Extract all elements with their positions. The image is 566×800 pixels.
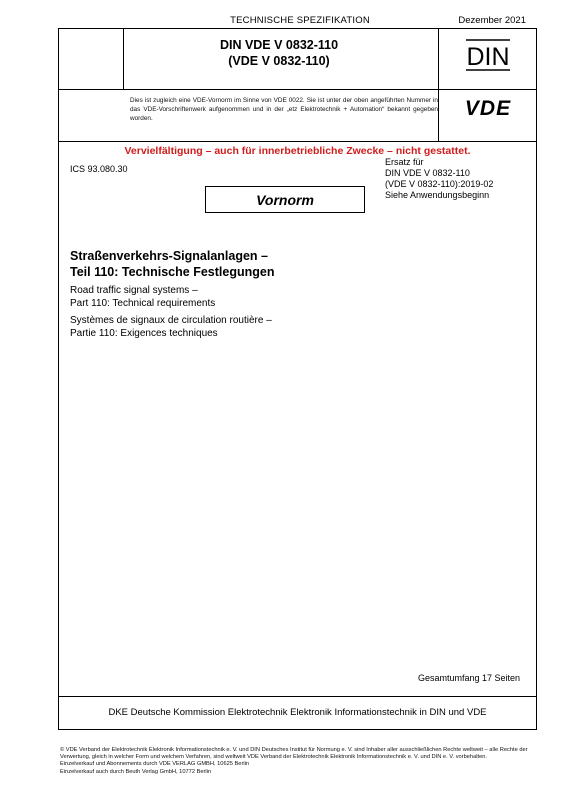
ics-code: ICS 93.080.30 bbox=[70, 164, 128, 174]
replacement-line: DIN VDE V 0832-110 bbox=[385, 168, 470, 178]
sales-info: Einzelverkauf auch durch Beuth Verlag GmbH, 10772 Berlin bbox=[60, 768, 212, 775]
total-pages: Gesamtumfang 17 Seiten bbox=[417, 673, 520, 683]
title-line: Part 110: Technical requirements bbox=[70, 298, 216, 309]
document-number-line: (VDE V 0832-110) bbox=[228, 54, 330, 68]
replacement-line: Siehe Anwendungsbeginn bbox=[385, 190, 490, 200]
status-label: Vornorm bbox=[256, 191, 314, 208]
frame-divider bbox=[59, 141, 536, 142]
vde-logo-text: VDE bbox=[464, 97, 512, 118]
din-logo-text: DIN bbox=[466, 43, 510, 71]
title-line: Road traffic signal systems – bbox=[70, 285, 198, 296]
committee-line: DKE Deutsche Kommission Elektrotechnik Elektronik Informationstechnik in DIN und VDE bbox=[108, 707, 487, 718]
document-number bbox=[122, 37, 436, 69]
frame-divider bbox=[438, 29, 439, 141]
document-number-line: DIN VDE V 0832-110 bbox=[219, 38, 339, 52]
replacement-info bbox=[385, 157, 493, 201]
status-badge bbox=[205, 186, 365, 213]
title-line: Straßenverkehrs-Signalanlagen – bbox=[70, 249, 268, 263]
sales-info: Einzelverkauf und Abonnements durch VDE VERLAG GMBH, 10625 Berlin bbox=[60, 761, 250, 768]
frame-divider bbox=[59, 696, 536, 697]
title-line: Teil 110: Technische Festlegungen bbox=[70, 265, 275, 279]
replacement-line: (VDE V 0832-110):2019-02 bbox=[385, 179, 494, 189]
title-french bbox=[70, 314, 272, 340]
copy-warning: Vervielfältigung – auch für innerbetriebliche Zwecke – nicht gestattet. bbox=[124, 145, 471, 157]
title-german bbox=[70, 248, 274, 280]
vde-notice: Dies ist zugleich eine VDE-Vornorm im Sinne von VDE 0022. Sie ist unter der oben angeführten Nummer in das VDE-Vorschriftenwerk aufgenommen und in der „etz Elektrotechnik + Automation“ bekannt gegeben worden. bbox=[130, 97, 438, 122]
vde-logo bbox=[452, 96, 524, 118]
title-english bbox=[70, 284, 215, 310]
frame-divider bbox=[59, 89, 536, 90]
publication-date: Dezember 2021 bbox=[458, 15, 526, 26]
title-line: Partie 110: Exigences techniques bbox=[70, 328, 218, 339]
title-frame bbox=[58, 28, 537, 730]
footer bbox=[60, 747, 530, 776]
din-logo bbox=[464, 38, 512, 74]
document-type: TECHNISCHE SPEZIFIKATION bbox=[230, 15, 370, 26]
title-line: Systèmes de signaux de circulation routière – bbox=[70, 315, 272, 326]
copyright-notice: © VDE Verband der Elektrotechnik Elektronik Informationstechnik e. V. und DIN Deutsches Institut für Normung e. V. sind Inhaber aller ausschließlichen Rechte weltweit – alle Rechte der Verwertung, gleich in welcher Form und welchem Verfahren, sind weltweit VDE Verband der Elektrotechnik Elektronik Informationstechnik e. V. und DIN e. V. vorbehalten. bbox=[60, 747, 528, 761]
replacement-line: Ersatz für bbox=[385, 157, 424, 167]
